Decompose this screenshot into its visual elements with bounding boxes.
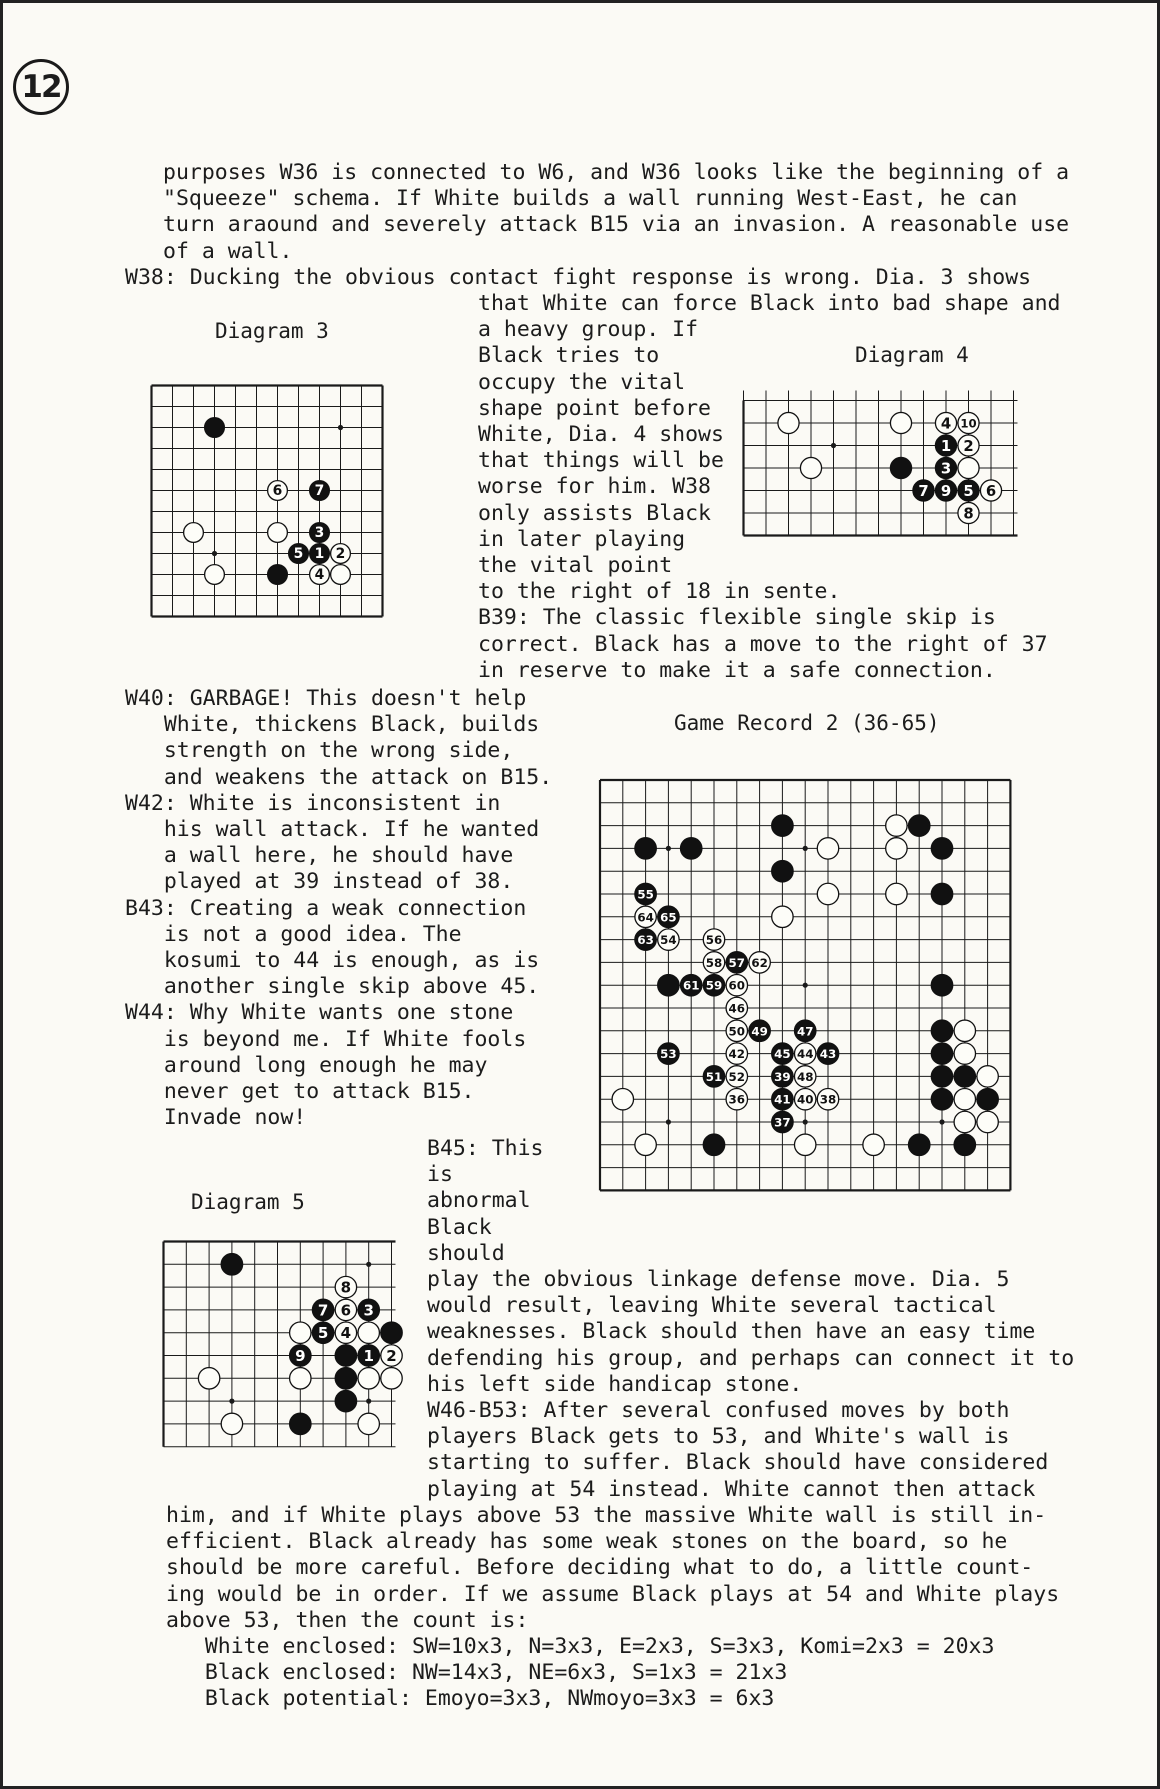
- white-stone: [184, 523, 204, 543]
- move-number: 64: [637, 910, 654, 925]
- black-stone: [908, 1134, 929, 1155]
- black-stone-1: [358, 1345, 379, 1366]
- move-number: 53: [660, 1047, 677, 1062]
- black-stone: [890, 457, 911, 478]
- w40-w44-commentary-line: Invade now!: [125, 1105, 307, 1131]
- black-stone-39: [772, 1066, 793, 1087]
- white-stone-4: [310, 565, 330, 585]
- black-stone: [954, 1066, 975, 1087]
- w40-w44-commentary-line: strength on the wrong side,: [125, 738, 514, 764]
- white-stone-54: [658, 929, 679, 950]
- b45-commentary-line: Black: [427, 1214, 492, 1240]
- white-stone-56: [703, 929, 724, 950]
- white-stone: [890, 412, 911, 433]
- move-number: 50: [728, 1024, 746, 1039]
- move-number: 40: [796, 1092, 814, 1107]
- move-number: 4: [940, 414, 952, 433]
- move-number: 7: [317, 1301, 329, 1320]
- move-number: 1: [363, 1347, 374, 1365]
- black-stone: [931, 1088, 952, 1109]
- black-stone: [931, 1066, 952, 1087]
- move-number: 42: [728, 1047, 746, 1062]
- move-number: 39: [774, 1069, 791, 1084]
- b45-w46-commentary-line: W46-B53: After several confused moves by both: [427, 1398, 1010, 1423]
- b45-commentary-line: abnormal: [427, 1188, 531, 1214]
- b45-w46-commentary-line: his left side handicap stone.: [427, 1371, 803, 1397]
- diagram-5-board: [163, 1241, 419, 1469]
- diagram-3-board: [151, 385, 407, 641]
- hoshi-point: [229, 1399, 234, 1404]
- w38-b39-commentary-line: in reserve to make it a safe connection.: [478, 657, 996, 683]
- move-number: 58: [705, 955, 723, 970]
- w38-b39-commentary-line: the vital point: [478, 553, 673, 578]
- black-stone: [335, 1390, 356, 1411]
- black-stone: [290, 1413, 311, 1434]
- move-number: 1: [314, 546, 325, 562]
- w38-b39-commentary-line: occupy the vital: [478, 369, 686, 395]
- black-stone: [931, 883, 952, 904]
- move-number: 8: [963, 504, 974, 523]
- hoshi-point: [831, 443, 836, 448]
- move-number: 5: [317, 1324, 329, 1343]
- move-number: 54: [660, 933, 677, 948]
- black-stone: [703, 1134, 724, 1155]
- move-number: 2: [963, 437, 974, 455]
- w38-commentary-line-line: W38: Ducking the obvious contact fight response is wrong. Dia. 3 shows: [125, 265, 1032, 290]
- game-record-title: Game Record 2 (36-65): [674, 711, 940, 735]
- black-stone-41: [772, 1088, 793, 1109]
- w40-w44-commentary-line: a wall here, he should have: [125, 843, 514, 869]
- w40-w44-commentary-line: is beyond me. If White fools: [125, 1026, 527, 1052]
- white-stone-38: [817, 1088, 838, 1109]
- black-stone: [931, 974, 952, 995]
- move-number: 4: [340, 1324, 352, 1343]
- move-number: 38: [819, 1092, 837, 1107]
- white-stone: [290, 1322, 311, 1343]
- white-stone-4: [335, 1322, 356, 1343]
- black-stone-53: [658, 1043, 679, 1064]
- counting-commentary-line: efficient. Black already has some weak stones on the board, so he: [166, 1529, 1008, 1555]
- w40-w44-commentary-line: W40: GARBAGE! This doesn't help: [125, 686, 527, 711]
- hoshi-point: [939, 1119, 944, 1124]
- hoshi-point: [803, 846, 808, 851]
- move-number: 4: [314, 567, 325, 583]
- white-stone: [198, 1368, 219, 1389]
- white-stone: [886, 838, 907, 859]
- white-stone-58: [703, 952, 724, 973]
- w38-b39-commentary-line: that things will be: [478, 448, 724, 474]
- black-stone-47: [794, 1020, 815, 1041]
- w38-b39-commentary-line: B39: The classic flexible single skip is: [478, 605, 996, 631]
- white-stone-8: [335, 1276, 356, 1297]
- black-stone-61: [680, 974, 701, 995]
- black-stone: [954, 1134, 975, 1155]
- w40-w44-commentary-line: is not a good idea. The: [125, 921, 462, 947]
- b45-w46-commentary-line: defending his group, and perhaps can connect it to: [427, 1345, 1075, 1371]
- hoshi-point: [366, 1399, 371, 1404]
- black-stone-49: [749, 1020, 770, 1041]
- move-number: 41: [774, 1092, 791, 1107]
- white-stone: [381, 1368, 402, 1389]
- white-stone-40: [794, 1088, 815, 1109]
- intro-paragraph-line: of a wall.: [163, 238, 293, 264]
- move-number: 47: [796, 1024, 814, 1039]
- move-number: 6: [340, 1301, 352, 1320]
- w38-b39-commentary-line: Black tries to: [478, 343, 660, 369]
- move-number: 55: [637, 887, 654, 902]
- black-stone-3: [310, 523, 330, 543]
- w40-w44-commentary-line: B43: Creating a weak connection: [125, 895, 527, 921]
- white-stone: [205, 565, 225, 585]
- w40-w44-commentary-line: W42: White is inconsistent in: [125, 790, 501, 816]
- white-stone-62: [749, 952, 770, 973]
- white-stone: [954, 1020, 975, 1041]
- white-stone: [886, 883, 907, 904]
- move-number: 62: [751, 955, 768, 970]
- move-number: 9: [940, 482, 952, 500]
- black-stone-5: [312, 1322, 333, 1343]
- move-number: 9: [295, 1347, 306, 1365]
- white-stone: [800, 457, 821, 478]
- white-stone: [331, 565, 351, 585]
- w40-w44-commentary-line: around long enough he may: [125, 1052, 488, 1078]
- move-number: 6: [272, 483, 283, 499]
- move-number: 3: [363, 1301, 374, 1320]
- white-stone-60: [726, 974, 747, 995]
- white-stone: [817, 883, 838, 904]
- w40-w44-commentary-line: kosumi to 44 is enough, as is: [125, 948, 540, 973]
- move-number: 44: [796, 1047, 814, 1062]
- black-stone-3: [358, 1299, 379, 1320]
- white-stone-2: [381, 1345, 402, 1366]
- black-stone: [772, 860, 793, 881]
- w38-b39-commentary-line: a heavy group. If: [478, 317, 699, 343]
- black-stone-43: [817, 1043, 838, 1064]
- black-stone: [977, 1088, 998, 1109]
- white-stone: [268, 523, 288, 543]
- hoshi-point: [212, 551, 217, 556]
- b45-w46-commentary-line: playing at 54 instead. White cannot then attack: [427, 1476, 1036, 1502]
- move-number: 2: [335, 546, 346, 562]
- white-stone-2: [958, 435, 979, 456]
- black-stone-51: [703, 1066, 724, 1087]
- white-stone-44: [794, 1043, 815, 1064]
- white-stone: [958, 457, 979, 478]
- w40-w44-commentary-line: his wall attack. If he wanted: [125, 817, 540, 842]
- move-number: 5: [963, 482, 974, 500]
- white-stone-64: [635, 906, 656, 927]
- black-stone: [931, 1043, 952, 1064]
- white-stone: [221, 1413, 242, 1434]
- w40-w44-commentary-line: another single skip above 45.: [125, 974, 540, 1000]
- white-stone: [977, 1111, 998, 1132]
- black-stone: [931, 1020, 952, 1041]
- move-number: 2: [386, 1347, 397, 1365]
- diagram-4-board: [743, 400, 1038, 560]
- move-number: 60: [728, 978, 746, 993]
- diagram-5-title: Diagram 5: [191, 1190, 305, 1214]
- white-stone-10: [958, 412, 979, 433]
- w38-b39-commentary-line: worse for him. W38: [478, 474, 711, 500]
- black-stone: [772, 815, 793, 836]
- black-stone-65: [658, 906, 679, 927]
- white-stone: [977, 1066, 998, 1087]
- w38-b39-commentary-line: shape point before: [478, 395, 711, 421]
- white-stone: [358, 1322, 379, 1343]
- white-stone: [772, 906, 793, 927]
- intro-paragraph-line: purposes W36 is connected to W6, and W36 looks like the beginning of a: [163, 160, 1070, 185]
- white-stone-50: [726, 1020, 747, 1041]
- black-stone-57: [726, 952, 747, 973]
- b45-commentary-line: is: [427, 1162, 453, 1188]
- move-number: 56: [705, 933, 723, 948]
- move-number: 3: [940, 459, 952, 478]
- w38-b39-commentary-line: only assists Black: [478, 500, 711, 526]
- black-stone: [680, 838, 701, 859]
- move-number: 49: [751, 1024, 768, 1039]
- white-stone-4: [935, 412, 956, 433]
- counting-commentary-line: ing would be in order. If we assume Black plays at 54 and White plays: [166, 1581, 1060, 1607]
- move-number: 7: [314, 483, 325, 499]
- hoshi-point: [666, 846, 671, 851]
- black-stone-1: [310, 544, 330, 564]
- black-stone: [221, 1254, 242, 1275]
- black-stone-9: [290, 1345, 311, 1366]
- hoshi-point: [666, 1119, 671, 1124]
- b45-commentary-line: B45: This: [427, 1136, 544, 1161]
- intro-paragraph-line: turn araound and severely attack B15 via an invasion. A reasonable use: [163, 212, 1070, 238]
- black-stone: [931, 838, 952, 859]
- white-stone: [290, 1368, 311, 1389]
- white-stone: [358, 1368, 379, 1389]
- w38-b39-commentary-line: White, Dia. 4 shows: [478, 422, 724, 447]
- move-number: 1: [940, 437, 952, 455]
- white-stone-52: [726, 1066, 747, 1087]
- move-number: 65: [660, 910, 677, 925]
- white-stone-48: [794, 1066, 815, 1087]
- black-stone-7: [310, 481, 330, 501]
- move-number: 59: [705, 978, 723, 993]
- counting-commentary-line: him, and if White plays above 53 the massive White wall is still in-: [166, 1503, 1047, 1528]
- black-stone-59: [703, 974, 724, 995]
- move-number: 51: [705, 1069, 723, 1084]
- b45-w46-commentary-line: starting to suffer. Black should have considered: [427, 1450, 1049, 1476]
- white-stone: [817, 838, 838, 859]
- hoshi-point: [338, 425, 343, 430]
- black-stone-37: [772, 1111, 793, 1132]
- black-stone: [381, 1322, 402, 1343]
- black-stone: [635, 838, 656, 859]
- white-stone: [954, 1111, 975, 1132]
- w38-b39-commentary-line: that White can force Black into bad shape and: [478, 291, 1061, 316]
- move-number: 7: [918, 482, 929, 500]
- black-stone-45: [772, 1043, 793, 1064]
- diagram-4-title: Diagram 4: [855, 343, 969, 367]
- white-stone-42: [726, 1043, 747, 1064]
- move-number: 48: [796, 1069, 814, 1084]
- white-stone: [778, 412, 799, 433]
- intro-paragraph-line: "Squeeze" schema. If White builds a wall running West-East, he can: [163, 186, 1018, 212]
- white-stone: [358, 1413, 379, 1434]
- move-number: 43: [819, 1047, 837, 1062]
- black-stone: [205, 418, 225, 438]
- white-stone: [954, 1043, 975, 1064]
- w40-w44-commentary-line: and weakens the attack on B15.: [125, 764, 553, 790]
- white-stone: [794, 1134, 815, 1155]
- counting-commentary-line: White enclosed: SW=10x3, N=3x3, E=2x3, S=3x3, Komi=2x3 = 20x3: [166, 1634, 995, 1659]
- white-stone: [612, 1088, 633, 1109]
- move-number: 37: [774, 1115, 791, 1130]
- counting-commentary-line: Black enclosed: NW=14x3, NE=6x3, S=1x3 = 21x3: [166, 1660, 788, 1686]
- black-stone: [658, 974, 679, 995]
- white-stone-6: [980, 480, 1001, 501]
- black-stone: [908, 815, 929, 836]
- move-number: 3: [314, 525, 325, 541]
- move-number: 46: [728, 1001, 746, 1016]
- b45-w46-commentary-line: players Black gets to 53, and White's wall is: [427, 1424, 1010, 1450]
- b45-w46-commentary-line: play the obvious linkage defense move. Dia. 5: [427, 1267, 1010, 1292]
- game-record-board: [599, 779, 1013, 1201]
- w38-b39-commentary-line: to the right of 18 in sente.: [478, 579, 841, 605]
- white-stone: [954, 1088, 975, 1109]
- white-stone-46: [726, 997, 747, 1018]
- move-number: 8: [340, 1278, 352, 1297]
- black-stone-5: [289, 544, 309, 564]
- move-number: 36: [728, 1092, 746, 1107]
- counting-commentary-line: Black potential: Emoyo=3x3, NWmoyo=3x3 = 6x3: [166, 1686, 775, 1712]
- diagram-3-title: Diagram 3: [215, 319, 329, 343]
- black-stone-5: [958, 480, 979, 501]
- move-number: 6: [985, 482, 997, 500]
- counting-commentary-line: should be more careful. Before deciding what to do, a little count-: [166, 1555, 1034, 1581]
- move-number: 10: [960, 416, 977, 431]
- w38-b39-commentary-line: correct. Black has a move to the right of 37: [478, 631, 1048, 657]
- hoshi-point: [366, 1262, 371, 1267]
- move-number: 5: [293, 546, 304, 562]
- black-stone-9: [935, 480, 956, 501]
- white-stone: [886, 815, 907, 836]
- w40-w44-commentary-line: W44: Why White wants one stone: [125, 1000, 514, 1026]
- white-stone: [863, 1134, 884, 1155]
- black-stone: [268, 565, 288, 585]
- w38-b39-commentary-line: in later playing: [478, 526, 686, 552]
- white-stone-6: [335, 1299, 356, 1320]
- move-number: 57: [728, 955, 746, 970]
- black-stone-7: [312, 1299, 333, 1320]
- hoshi-point: [803, 1119, 808, 1124]
- w40-w44-commentary-line: never get to attack B15.: [125, 1079, 475, 1104]
- white-stone-2: [331, 544, 351, 564]
- b45-w46-commentary-line: weaknesses. Black should then have an easy time: [427, 1319, 1036, 1345]
- black-stone-7: [913, 480, 934, 501]
- b45-commentary-line: should: [427, 1240, 505, 1266]
- black-stone-3: [935, 457, 956, 478]
- move-number: 45: [774, 1047, 791, 1062]
- w40-w44-commentary-line: White, thickens Black, builds: [125, 712, 540, 738]
- black-stone-1: [935, 435, 956, 456]
- move-number: 61: [682, 978, 700, 993]
- hoshi-point: [803, 983, 808, 988]
- white-stone-36: [726, 1088, 747, 1109]
- black-stone-55: [635, 883, 656, 904]
- black-stone: [335, 1368, 356, 1389]
- white-stone: [635, 1134, 656, 1155]
- white-stone-6: [268, 481, 288, 501]
- page-number: 12: [13, 59, 69, 115]
- counting-commentary-line: above 53, then the count is:: [166, 1607, 529, 1633]
- black-stone: [335, 1345, 356, 1366]
- black-stone-63: [635, 929, 656, 950]
- move-number: 52: [728, 1069, 746, 1084]
- move-number: 63: [637, 933, 654, 948]
- white-stone-8: [958, 502, 979, 523]
- w40-w44-commentary-line: played at 39 instead of 38.: [125, 869, 514, 895]
- b45-w46-commentary-line: would result, leaving White several tactical: [427, 1293, 997, 1319]
